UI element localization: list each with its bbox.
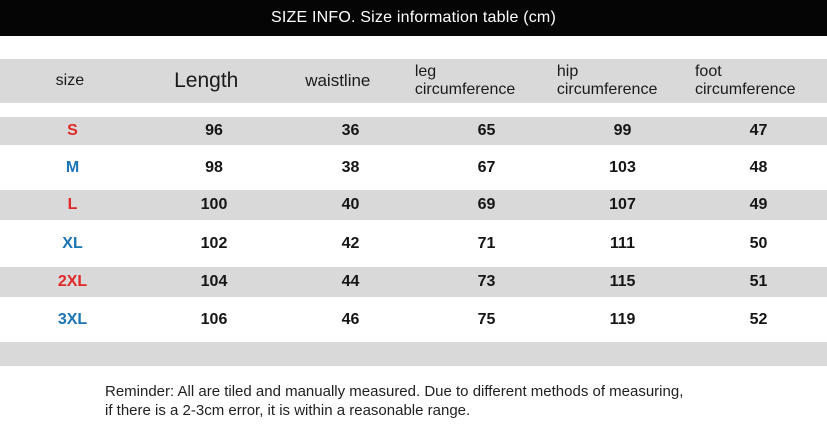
reminder-line-1: Reminder: All are tiled and manually measured. Due to different methods of measuring, (105, 383, 684, 400)
length-value: 100 (200, 196, 228, 213)
hip-value: 103 (609, 158, 636, 176)
waistline-value: 40 (341, 196, 360, 213)
length-value: 96 (205, 122, 223, 139)
header-foot-circumference-label: foot circumference (694, 63, 796, 98)
header-leg-circumference (403, 59, 547, 103)
length-value: 98 (205, 158, 223, 176)
waistline-value: 44 (341, 273, 360, 290)
hip-value: 99 (613, 122, 632, 139)
foot-value: 50 (749, 234, 768, 252)
hip-value: 115 (609, 273, 636, 290)
table-row-xl (0, 220, 827, 267)
header-hip-circumference-label: hip circumference (556, 63, 658, 98)
spacer (0, 103, 827, 117)
leg-value: 69 (477, 196, 496, 213)
header-leg-circumference-label: leg circumference (414, 63, 516, 98)
foot-value: 51 (749, 273, 768, 290)
reminder-note (0, 382, 827, 420)
header-foot-circumference (687, 59, 827, 103)
foot-value: 49 (749, 196, 768, 213)
hip-value: 111 (610, 234, 635, 252)
header-waistline: waistline (305, 71, 371, 90)
page-title: SIZE INFO. Size information table (cm) (270, 9, 556, 26)
length-value: 104 (200, 273, 228, 290)
leg-value: 71 (477, 234, 496, 252)
waistline-value: 38 (341, 158, 360, 176)
table-row-m (0, 145, 827, 190)
waistline-value: 42 (341, 234, 360, 252)
size-label: 3XL (57, 310, 88, 328)
waistline-value: 46 (341, 310, 360, 328)
leg-value: 73 (477, 273, 496, 290)
leg-value: 75 (477, 310, 496, 328)
hip-value: 119 (609, 310, 636, 328)
length-value: 106 (200, 310, 228, 328)
table-row-s (0, 117, 827, 145)
reminder-line-2: if there is a 2-3cm error, it is within a reasonable range. (105, 402, 471, 419)
table-row-3xl (0, 297, 827, 342)
waistline-value: 36 (341, 122, 360, 139)
size-label: S (67, 122, 78, 139)
table-row-2xl (0, 267, 827, 297)
foot-value: 52 (749, 310, 768, 328)
table-row-l (0, 190, 827, 220)
foot-value: 47 (749, 122, 768, 139)
size-label: XL (62, 234, 83, 252)
header-hip-circumference (547, 59, 687, 103)
table-header-row (0, 59, 827, 103)
hip-value: 107 (609, 196, 636, 213)
leg-value: 65 (477, 122, 496, 139)
title-bar (0, 0, 827, 36)
foot-value: 48 (749, 158, 768, 176)
size-label: L (67, 196, 78, 213)
leg-value: 67 (477, 158, 496, 176)
size-label: 2XL (57, 273, 88, 290)
header-length: Length (174, 69, 239, 92)
header-size: size (55, 72, 85, 89)
length-value: 102 (200, 234, 228, 252)
table-empty-row (0, 342, 827, 366)
spacer (0, 36, 827, 59)
size-label: M (65, 158, 80, 176)
